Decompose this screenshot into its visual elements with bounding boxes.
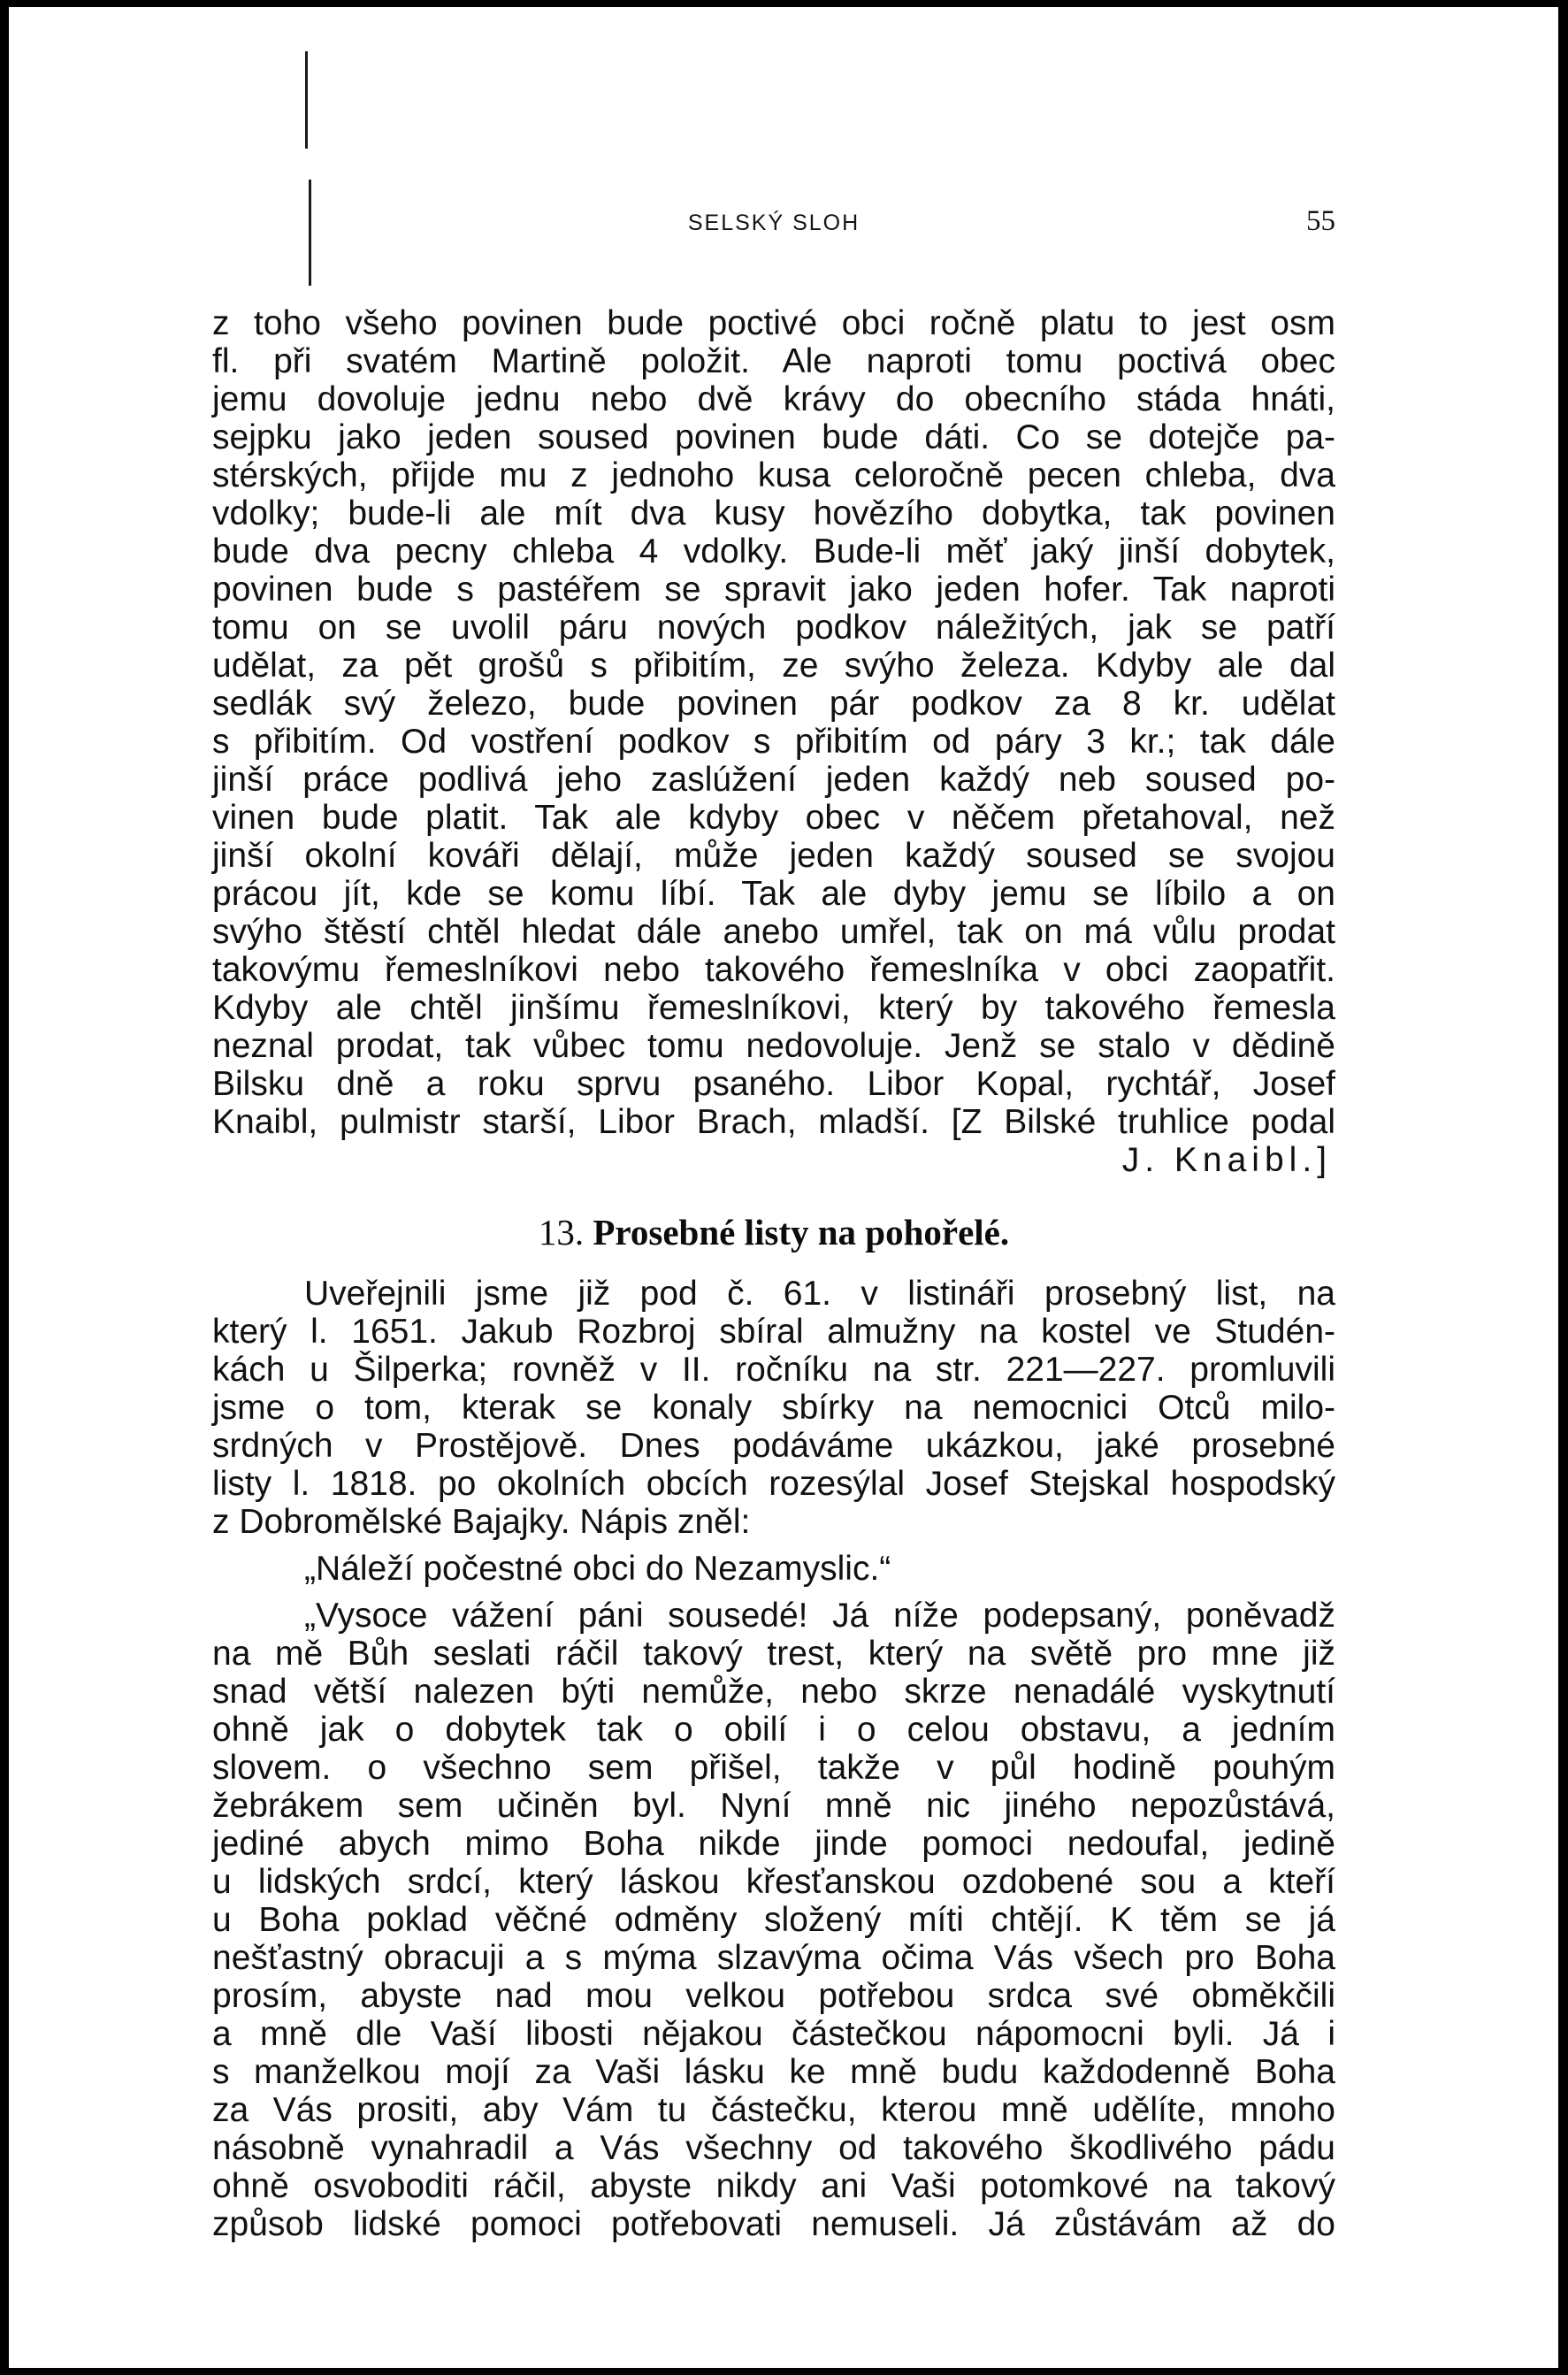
page-header: [212, 202, 1335, 246]
section-title: Prosebné listy na pohořelé.: [593, 1212, 1010, 1253]
paragraph-contract: [212, 304, 1335, 1179]
text-line: jinší okolní kováři dělají, může jeden každý soused se svojou: [212, 837, 1335, 875]
text-line: Bilsku dně a roku sprvu psaného. Libor Kopal, rychtář, Josef: [212, 1065, 1335, 1103]
text-line: jinší práce podlivá jeho zaslúžení jeden každý neb soused po-: [212, 761, 1335, 799]
text-line: takovýmu řemeslníkovi nebo takového řemeslníka v obci zaopatřit.: [212, 951, 1335, 989]
text-line: udělat, za pět grošů s přibitím, ze svýho železa. Kdyby ale dal: [212, 647, 1335, 685]
text-line: z Dobromělské Bajajky. Nápis zněl:: [212, 1503, 751, 1541]
running-head: SELSKÝ SLOH: [687, 211, 860, 235]
paragraph-letter: [212, 1597, 1335, 2243]
text-line: u lidských srdcí, který láskou křesťanskou ozdobené sou a kteří: [212, 1863, 1335, 1901]
text-line: prácou jít, kde se komu líbí. Tak ale dyby jemu se líbilo a on: [212, 875, 1335, 913]
spacer: [212, 1541, 1335, 1550]
text-line: tomu on se uvolil páru nových podkov náležitých, jak se patří: [212, 609, 1335, 647]
text-line: povinen bude s pastéřem se spravit jako jeden hofer. Tak naproti: [212, 571, 1335, 609]
text-line: kách u Šilperka; rovněž v II. ročníku na str. 221—227. promluvili: [212, 1351, 1335, 1389]
text-line: za Vás prositi, aby Vám tu částečku, kterou mně udělíte, mnoho: [212, 2091, 1335, 2129]
scan-artifact-line: [305, 51, 308, 149]
text-line: Kdyby ale chtěl jinšímu řemeslníkovi, který by takového řemesla: [212, 989, 1335, 1027]
text-line: vinen bude platit. Tak ale kdyby obec v něčem přetahoval, než: [212, 799, 1335, 837]
text-line: ohně osvoboditi ráčil, abyste nikdy ani Vaši potomkové na takový: [212, 2167, 1335, 2205]
text-line: srdných v Prostějově. Dnes podáváme ukázkou, jaké prosebné: [212, 1427, 1335, 1465]
text-line: nešťastný obracuji a s mýma slzavýma očima Vás všech pro Boha: [212, 1939, 1335, 1977]
text-line: svýho štěstí chtěl hledat dále anebo umřel, tak on má vůlu prodat: [212, 913, 1335, 951]
text-line: bude dva pecny chleba 4 vdolky. Bude-li měť jaký jinší dobytek,: [212, 532, 1335, 571]
text-line: snad větší nalezen býti nemůže, nebo skrze nenadálé vyskytnutí: [212, 1673, 1335, 1711]
signature-text: J. Knaibl.]: [1121, 1141, 1332, 1179]
address-line: „Náleží počestné obci do Nezamyslic.“: [304, 1550, 891, 1588]
paragraph-intro: [212, 1275, 1335, 1541]
text-line: slovem. o všechno sem přišel, takže v půl hodině pouhým: [212, 1749, 1335, 1787]
text-line: sedlák svý železo, bude povinen pár podkov za 8 kr. udělat: [212, 685, 1335, 723]
text-line: jemu dovoluje jednu nebo dvě krávy do obecního stáda hnáti,: [212, 380, 1335, 418]
text-line: ohně jak o dobytek tak o obilí i o celou obstavu, a jedním: [212, 1711, 1335, 1749]
text-line: s manželkou mojí za Vaši lásku ke mně budu každodenně Boha: [212, 2053, 1335, 2091]
page-number: 55: [1306, 205, 1335, 237]
text-line: jediné abych mimo Boha nikde jinde pomoci nedoufal, jedině: [212, 1825, 1335, 1863]
book-page: [9, 7, 1558, 2368]
text-line: způsob lidské pomoci potřebovati nemuseli. Já zůstávám až do: [212, 2205, 1335, 2243]
text-line: prosím, abyste nad mou velkou potřebou srdca své obměkčili: [212, 1977, 1335, 2015]
text-line: žebrákem sem učiněn byl. Nyní mně nic jiného nepozůstává,: [212, 1787, 1335, 1825]
text-line: stérských, přijde mu z jednoho kusa celoročně pecen chleba, dva: [212, 456, 1335, 494]
text-line: fl. při svatém Martině položit. Ale naproti tomu poctivá obec: [212, 342, 1335, 380]
signature: [212, 1141, 1335, 1179]
text-line: na mě Bůh seslati ráčil takový trest, který na světě pro mne již: [212, 1635, 1335, 1673]
body-text: [212, 304, 1335, 2243]
text-line: neznal prodat, tak vůbec tomu nedovoluje. Jenž se stalo v dědině: [212, 1027, 1335, 1065]
text-line: násobně vynahradil a Vás všechny od takového škodlivého pádu: [212, 2129, 1335, 2167]
section-heading: [212, 1211, 1335, 1253]
text-line: z toho všeho povinen bude poctivé obci ročně platu to jest osm: [212, 304, 1335, 342]
text-line: vdolky; bude-li ale mít dva kusy hovězího dobytka, tak povinen: [212, 494, 1335, 532]
spacer: [212, 1588, 1335, 1597]
text-line: s přibitím. Od vostření podkov s přibitím od páry 3 kr.; tak dále: [212, 723, 1335, 761]
text-line: listy l. 1818. po okolních obcích rozesýlal Josef Stejskal hospodský: [212, 1465, 1335, 1503]
text-line: který l. 1651. Jakub Rozbroj sbíral almužny na kostel ve Studén-: [212, 1313, 1335, 1351]
text-line: jsme o tom, kterak se konaly sbírky na nemocnici Otců milo-: [212, 1389, 1335, 1427]
section-number: 13.: [538, 1212, 585, 1253]
text-line: a mně dle Vaší libosti nějakou částečkou nápomocni byli. Já i: [212, 2015, 1335, 2053]
text-line: Knaibl, pulmistr starší, Libor Brach, mladší. [Z Bilské truhlice podal: [212, 1103, 1335, 1141]
text-line: „Vysoce vážení páni sousedé! Já níže podepsaný, poněvadž: [304, 1597, 1335, 1635]
text-line: sejpku jako jeden soused povinen bude dáti. Co se dotejče pa-: [212, 418, 1335, 456]
text-line: u Boha poklad věčné odměny složený míti chtějí. K těm se já: [212, 1901, 1335, 1939]
text-line: Uveřejnili jsme již pod č. 61. v listináři prosebný list, na: [304, 1275, 1335, 1313]
